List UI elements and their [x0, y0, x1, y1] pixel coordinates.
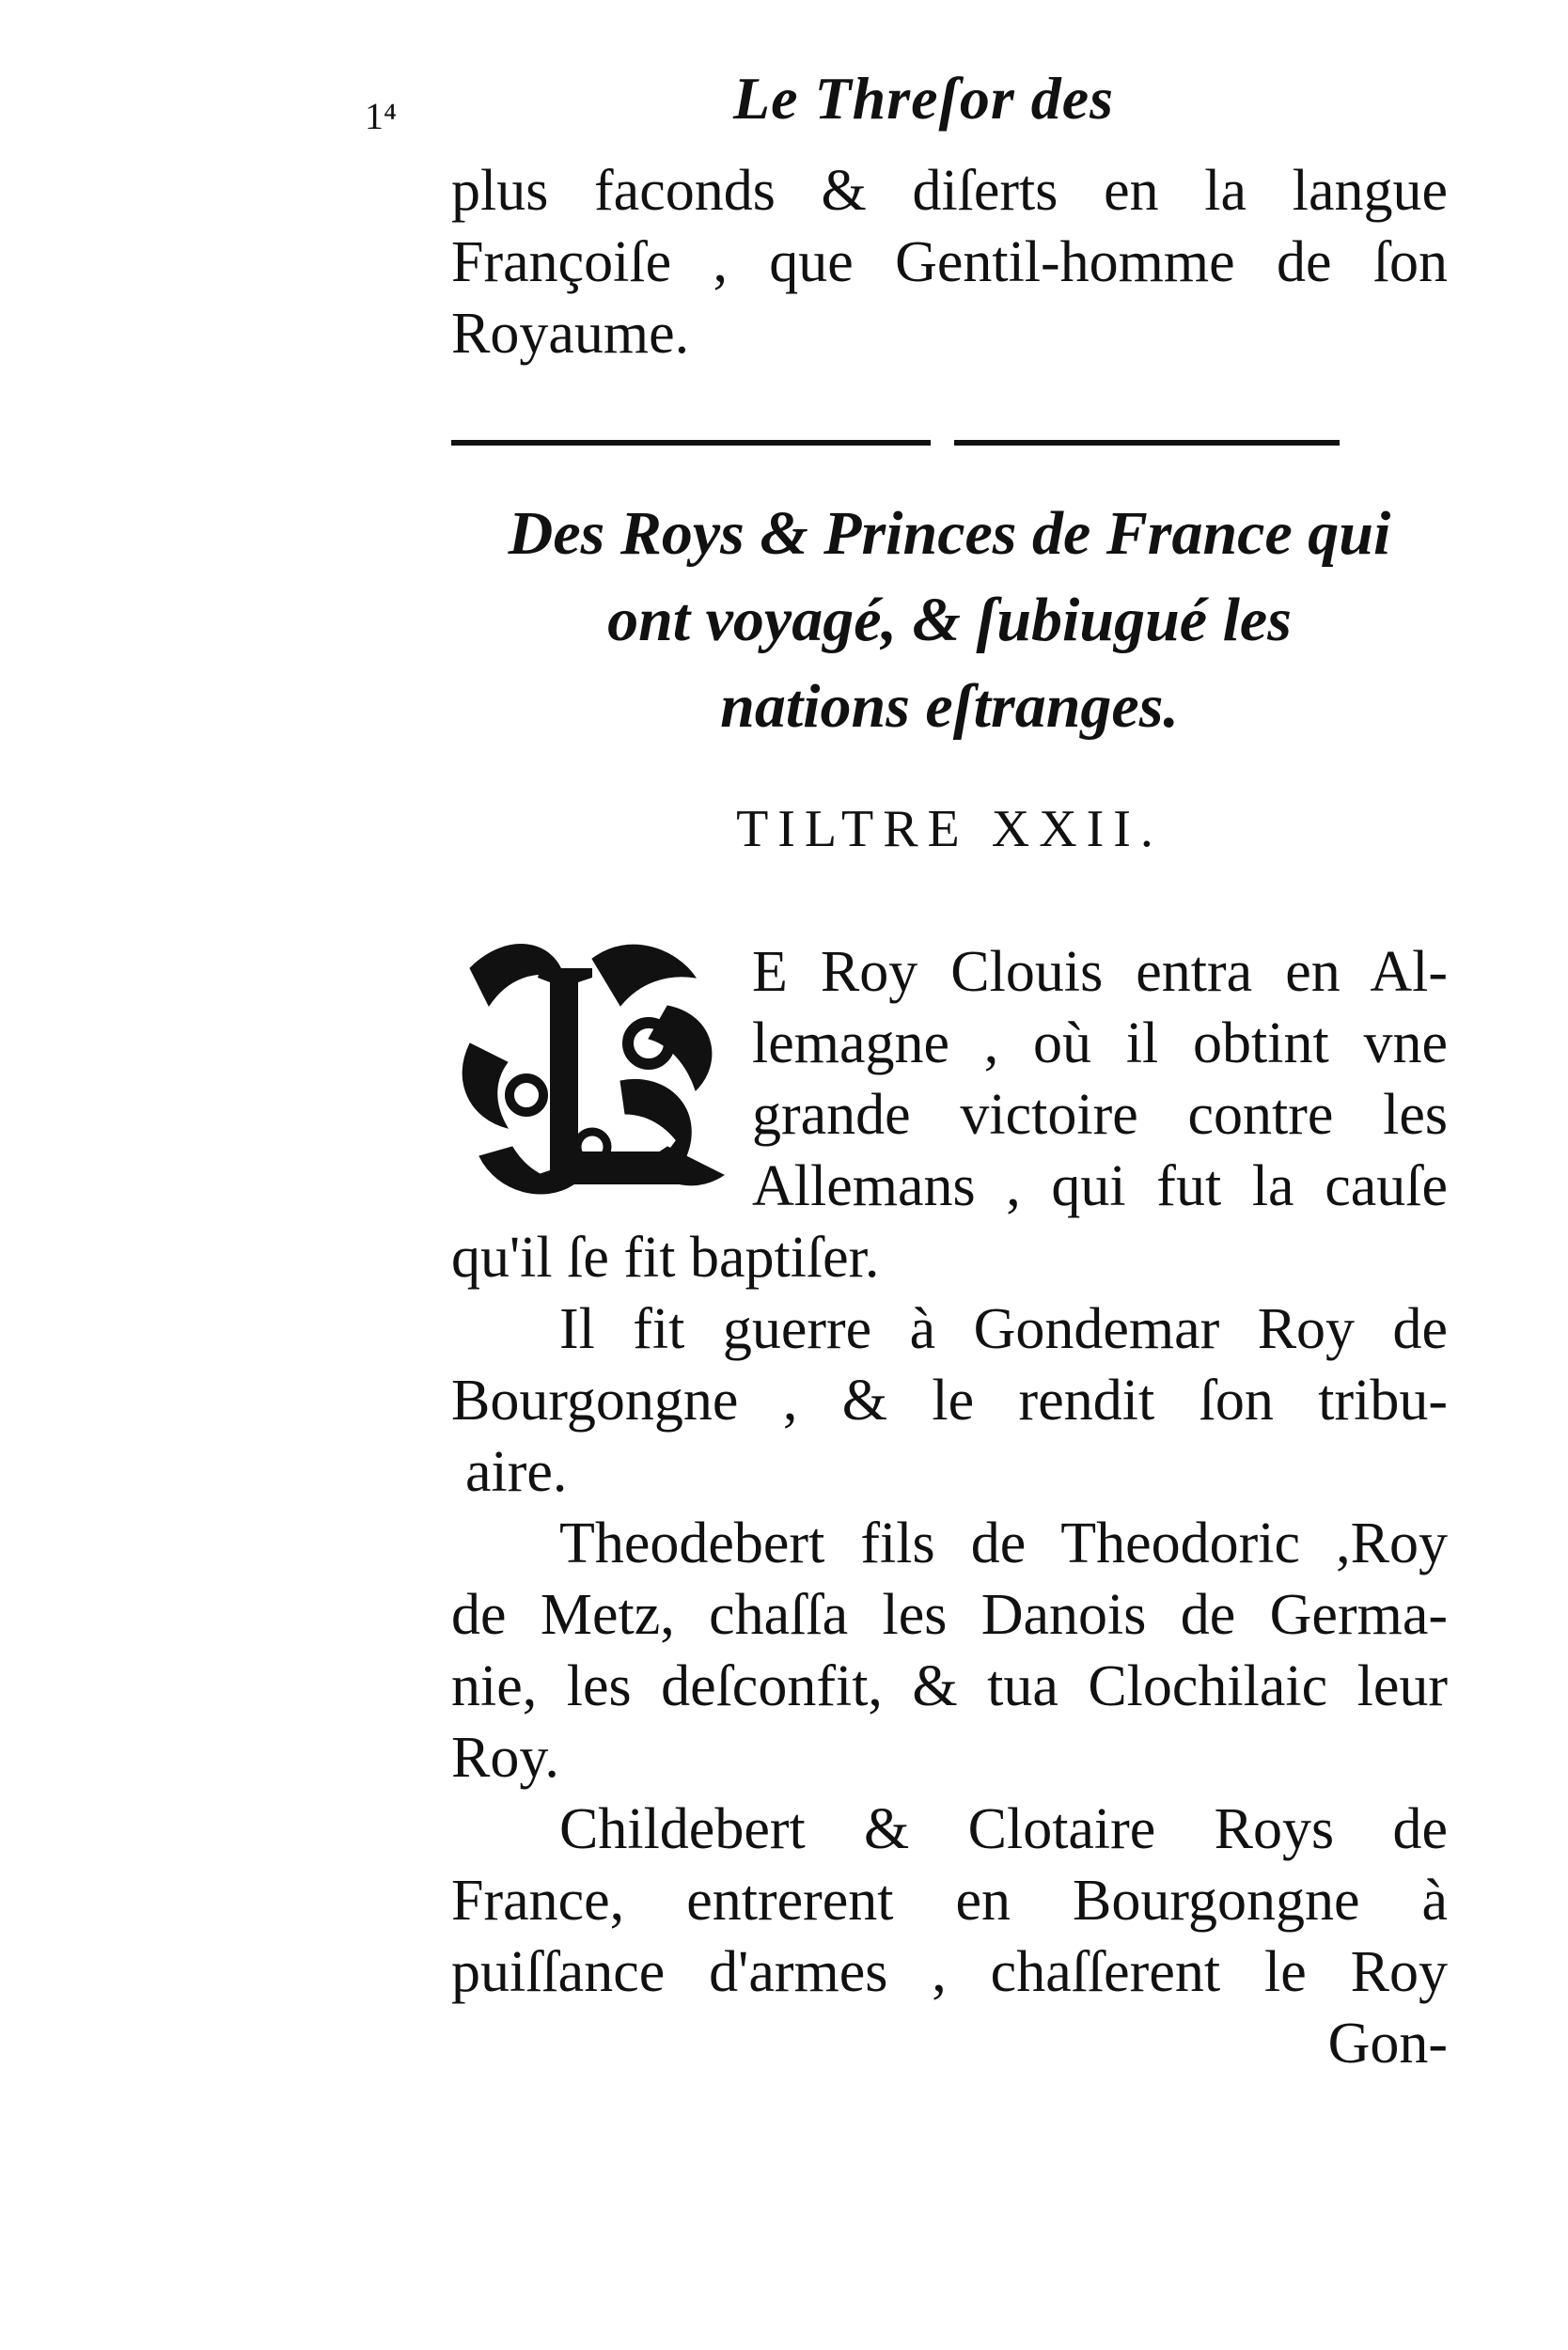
paragraph-2-line: Il fit guerre à Gondemar Roy de	[559, 1297, 1448, 1361]
catchword: Gon-	[1327, 2012, 1448, 2076]
section-title-line: Des Roys & Princes de France qui	[508, 499, 1391, 568]
paragraph-2-line: aire.	[465, 1440, 568, 1504]
decorated-initial	[451, 931, 733, 1213]
paragraph-4-line: Childebert & Clotaire Roys de	[559, 1797, 1448, 1861]
paragraph-3-line: nie, les deſconfit, & tua Clochilaic leur	[451, 1654, 1448, 1718]
intro-line: Françoiſe , que Gentil-homme de ſon	[451, 230, 1448, 294]
running-head: Le Threſor des	[733, 65, 1115, 132]
section-rule-left	[451, 440, 931, 446]
paragraph-4-line: France, entrerent en Bourgongne à	[451, 1869, 1448, 1933]
section-rule-right	[954, 440, 1340, 446]
paragraph-3-line: Roy.	[451, 1726, 559, 1790]
ornamental-initial-icon	[451, 931, 733, 1213]
paragraph-1-line: E Roy Clouis entra en Al-	[752, 940, 1448, 1004]
intro-line: plus faconds & diſerts en la langue	[451, 159, 1448, 223]
paragraph-3-line: Theodebert fils de Theodoric ,Roy	[559, 1512, 1448, 1575]
page-number: 1⁴	[365, 95, 397, 137]
paragraph-1-line: grande victoire contre les	[752, 1083, 1448, 1147]
chapter-heading: TILTRE XXII.	[736, 800, 1163, 858]
paragraph-1-line: qu'il ſe fit baptiſer.	[451, 1226, 880, 1290]
paragraph-3-line: de Metz, chaſſa les Danois de Germa-	[451, 1583, 1448, 1647]
paragraph-2-line: Bourgongne , & le rendit ſon tribu-	[451, 1369, 1448, 1433]
paragraph-1-line: lemagne , où il obtint vne	[752, 1011, 1448, 1075]
section-title-line: ont voyagé, & ſubiugué les	[607, 586, 1292, 654]
intro-line: Royaume.	[451, 302, 690, 366]
section-title-line: nations eſtranges.	[720, 672, 1179, 741]
paragraph-4-line: puiſſance d'armes , chaſſerent le Roy	[451, 1940, 1448, 2004]
paragraph-1-line: Allemans , qui fut la cauſe	[752, 1154, 1448, 1218]
